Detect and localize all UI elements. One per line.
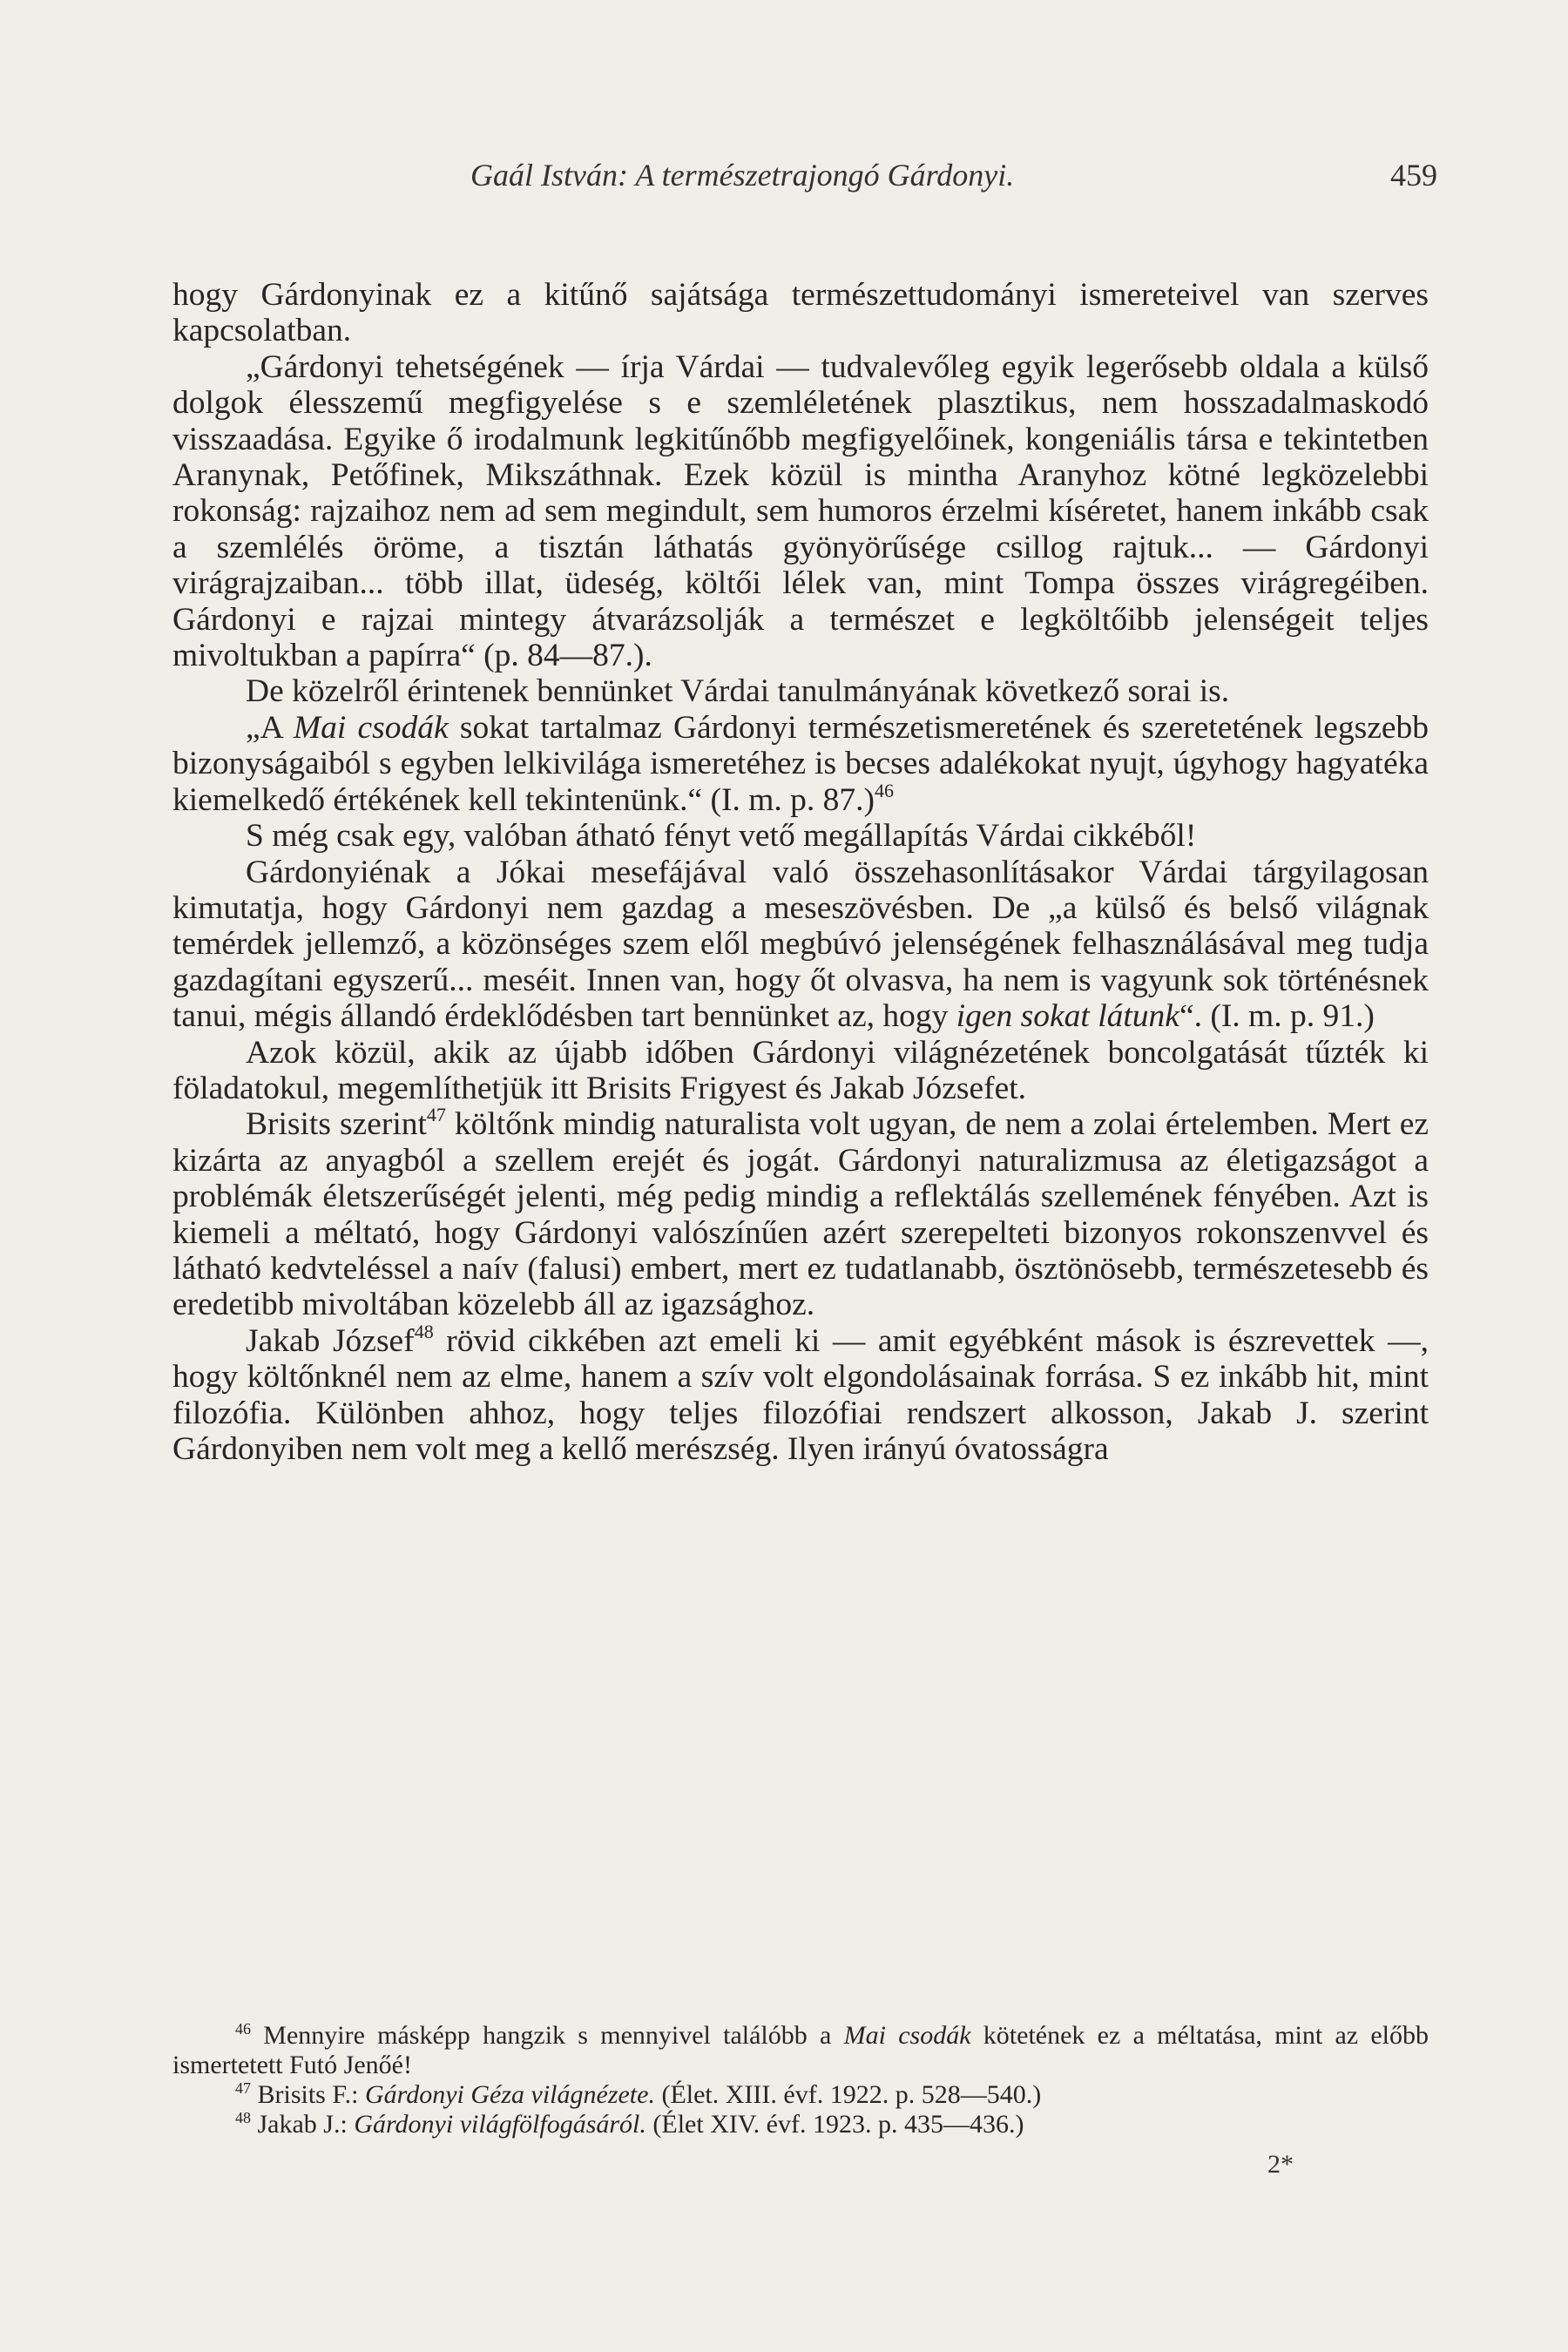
paragraph-3: De közelről érintenek bennünket Várdai tanulmányának következő sorai is. — [246, 673, 1230, 710]
footnote-46-number: 46 — [235, 2020, 251, 2038]
footnote-48-number: 48 — [235, 2109, 251, 2126]
running-title: Gaál István: A természetrajongó Gárdonyi. — [470, 158, 1015, 193]
paragraph-6-text-b: “. (I. m. p. 91.) — [1179, 998, 1375, 1035]
footnote-ref-46: 46 — [874, 779, 894, 801]
paragraph-6-italic: igen sokat látunk — [956, 998, 1179, 1035]
paragraph-1: hogy Gárdonyinak ez a kitűnő sajátsága természettudományi ismereteivel van szerves kapcsolatban. — [172, 277, 1429, 349]
footnote-48 — [172, 2110, 1429, 2139]
footnote-ref-47: 47 — [426, 1104, 446, 1126]
paragraph-5: S még csak egy, valóban átható fényt vető megállapítás Várdai cikkéből! — [246, 818, 1197, 855]
footnote-47-italic: Gárdonyi Géza világnézete. — [364, 2080, 655, 2109]
page-number: 459 — [1390, 158, 1437, 193]
signature-mark: 2* — [1267, 2150, 1294, 2179]
footnote-47-number: 47 — [235, 2079, 251, 2097]
footnote-48-text-b: (Élet XIV. évf. 1923. p. 435—436.) — [645, 2110, 1024, 2139]
paragraph-4-text-b: sokat tartalmaz Gárdonyi természetismeretének és szeretetének legszebb bizonyságaiból s egyben lelkivilága ismeretéhez is becses adalékokat nyujt, úgyhogy hagyatéka kiemelkedő értékének kell tekintenünk.“ (I. m. p. 87.) — [172, 709, 1429, 818]
paragraph-4-text-a: „A — [246, 709, 294, 746]
footnote-47-text-a: Brisits F.: — [251, 2080, 365, 2109]
paragraph-8 — [172, 1106, 1429, 1322]
paragraph-8-text-b: költőnk mindig naturalista volt ugyan, de nem a zolai értelemben. Mert ez kizárta az anyagból a szellem erejét és jogát. Gárdonyi naturalizmusa az életigazságot a problémák életszerűségét jelenti, még pedig mindig a reflektálás szellemének fényében. Azt is kiemeli a méltató, hogy Gárdonyi valószínűen azért szerepelteti bizonyos rokonszenvvel és látható kedvteléssel a naív (falusi) embert, mert ez tudatlanabb, ösztönösebb, természetesebb és eredetibb mivoltában közelebb áll az igazsághoz. — [172, 1106, 1429, 1323]
paragraph-7: Azok közül, akik az újabb időben Gárdonyi világnézetének boncolgatását tűzték ki föladatokul, megemlíthetjük itt Brisits Frigyest és Jakab Józsefet. — [172, 1034, 1429, 1106]
footnote-47 — [172, 2080, 1429, 2110]
paragraph-6 — [172, 855, 1429, 1035]
paragraph-8-text-a: Brisits szerint — [246, 1106, 427, 1143]
paragraph-9 — [172, 1320, 1429, 1468]
footnotes — [172, 2021, 1429, 2139]
footnote-46-text-b: kötetének ez a méltatása, mint az előbb ismertetett Futó Jenőé! — [172, 2021, 1429, 2079]
paragraph-2: „Gárdonyi tehetségének — írja Várdai — tudvalevőleg egyik legerősebb oldala a külső dolgok élesszemű megfigyelése s e szemléletének plasztikus, nem hosszadalmaskodó visszaadása. Egyike ő irodalmunk legkitűnőbb megfigyelőinek, kongeniális társa e tekintetben Aranynak, Petőfinek, Mikszáthnak. Ezek közül is mintha Aranyhoz kötné legközelebbi rokonság: rajzaihoz nem ad sem megindult, sem humoros érzelmi kíséretet, hanem inkább csak a szemlélés öröme, a tisztán láthatás gyönyörűsége csillog rajtuk... — Gárdonyi virágrajzaiban... több illat, üdeség, költői lélek van, mint Tompa összes virágregéiben. Gárdonyi e rajzai mintegy átvarázsolják a természet e legköltőibb jelenségeit teljes mivoltukban a papírra“ (p. 84—87.). — [172, 348, 1429, 674]
footnote-47-text-b: (Élet. XIII. évf. 1922. p. 528—540.) — [654, 2080, 1042, 2109]
paragraph-4-italic: Mai csodák — [293, 709, 449, 746]
footnote-46-text-a: Mennyire másképp hangzik s mennyivel találóbb a — [251, 2021, 844, 2050]
body-text — [172, 277, 1429, 1467]
footnote-46-italic: Mai csodák — [843, 2021, 971, 2050]
footnote-46 — [172, 2021, 1429, 2080]
paragraph-9-text-b: rövid cikkében azt emeli ki — amit egyébként mások is észrevettek —, hogy költőnknél nem az elme, hanem a szív volt elgondolásainak forrása. S ez inkább hit, mint filozófia. Különben ahhoz, hogy teljes filozófiai rendszert alkosson, Jakab J. szerint Gárdonyiben nem volt meg a kellő merészség. Ilyen irányú óvatosságra — [172, 1322, 1429, 1467]
footnote-ref-48: 48 — [414, 1320, 434, 1342]
paragraph-6-text-a: Gárdonyiénak a Jókai mesefájával való összehasonlításakor Várdai tárgyilagosan kimutatja, hogy Gárdonyi nem gazdag a meseszövésben. De „a külső és belső világnak temérdek jellemző, a közönséges szem elől megbúvó jelenségének felhasználásával meg tudja gazdagítani egyszerű... meséit. Innen van, hogy őt olvasva, ha nem is vagyunk sok történésnek tanui, mégis állandó érdeklődésben tart bennünket az, hogy — [172, 854, 1429, 1035]
paragraph-9-text-a: Jakab József — [246, 1322, 415, 1359]
paragraph-4 — [172, 710, 1429, 818]
footnote-48-text-a: Jakab J.: — [251, 2110, 355, 2139]
footnote-48-italic: Gárdonyi világfölfogásáról. — [354, 2110, 646, 2139]
page-header — [174, 148, 1437, 200]
